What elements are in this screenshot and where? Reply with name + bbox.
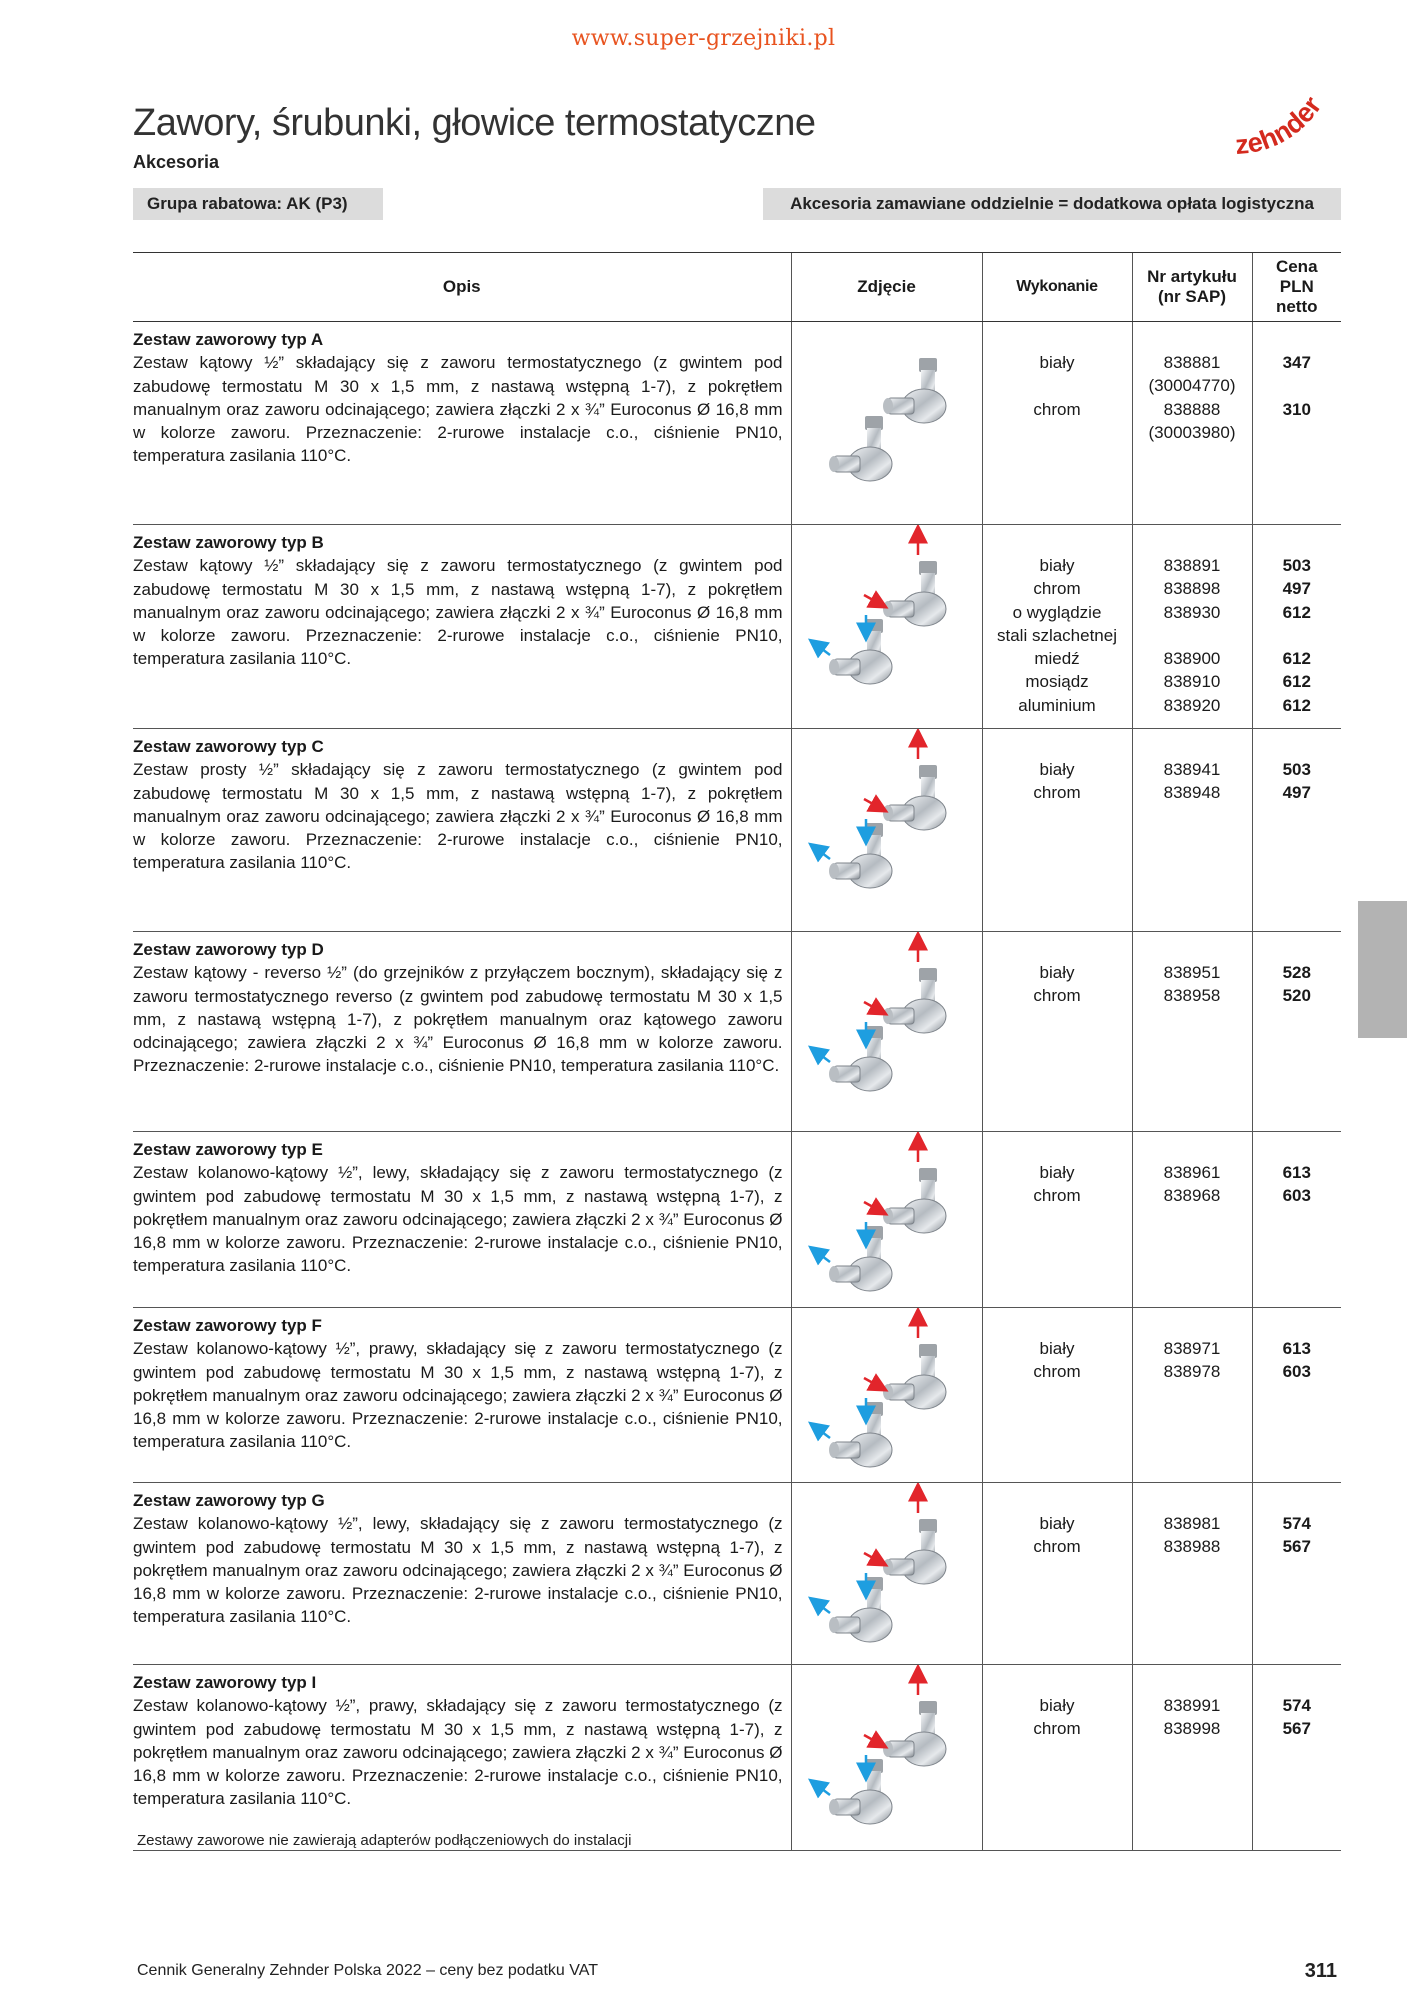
finish-cell xyxy=(982,729,1132,932)
finish-cell-line xyxy=(983,421,1132,444)
article-number-cell-line: 838961 xyxy=(1163,1163,1221,1182)
supply-flow-arrow xyxy=(864,799,882,809)
article-number-cell-line xyxy=(1133,624,1252,647)
row-photo xyxy=(791,729,982,932)
table-row xyxy=(133,322,1341,525)
article-number-cell-line: (30004770) xyxy=(1148,376,1236,396)
header-article-number xyxy=(1132,253,1252,322)
price-cell-line: 520 xyxy=(1282,986,1311,1006)
table-row xyxy=(133,729,1341,932)
header-description: Opis xyxy=(133,253,791,322)
article-number-cell-line: 838891 xyxy=(1163,556,1221,575)
price-cell-line xyxy=(1253,374,1342,397)
article-number-cell-line: 838988 xyxy=(1163,1537,1221,1557)
finish-cell-line: chrom xyxy=(1033,579,1081,599)
logo-text: zehnder xyxy=(1234,90,1328,161)
price-cell xyxy=(1252,322,1341,525)
row-photo xyxy=(791,1665,982,1851)
supply-flow-arrow xyxy=(864,1002,882,1012)
price-cell-line xyxy=(1253,624,1342,647)
finish-cell-line: stali szlachetnej xyxy=(996,625,1117,645)
finish-cell-line: biały xyxy=(1039,1696,1075,1715)
valve-set-photo xyxy=(792,1665,983,1849)
shutoff-valve-image xyxy=(829,1226,892,1291)
price-cell-line: 603 xyxy=(1282,1362,1311,1382)
price-cell xyxy=(1252,1665,1341,1851)
article-number-cell-line: 838888 xyxy=(1163,399,1221,419)
price-cell-line: 347 xyxy=(1282,353,1311,372)
shutoff-valve-image xyxy=(829,1577,892,1642)
set-description: Zestaw kątowy - reverso ½” (do grzejników z przyłączem bocznym), składający się z zaworu termostatycznego reverso (z gwintem pod zabudowę termostatu M 30 x 1,5 mm, z nastawą wstępną 1-7), z pokrętłem manualnym oraz kątowego zaworu odcinającego; zawiera złączki 2 x ¾” Euroconus Ø 16,8 mm w kolorze zaworu. Przeznaczenie: 2-rurowe instalacje c.o., ciśnienie PN10, temperatura zasilania 110°C. xyxy=(133,963,783,1076)
article-number-cell-line: 838981 xyxy=(1163,1514,1221,1533)
page-number: 311 xyxy=(1304,1960,1337,1982)
row-description xyxy=(133,1665,791,1851)
header-finish: Wykonanie xyxy=(982,253,1132,322)
article-number-cell-line: 838978 xyxy=(1163,1362,1221,1382)
supply-flow-arrow xyxy=(864,1202,882,1212)
valve-set-photo xyxy=(792,932,983,1130)
valve-set-photo xyxy=(792,1483,983,1663)
set-description: Zestaw kątowy ½” składający się z zaworu termostatycznego (z gwintem pod zabudowę termostatu M 30 x 1,5 mm, z nastawą wstępną 1-7), z pokrętłem manualnym oraz zaworu odcinającego; zawiera złączki 2 x ¾” Euroconus Ø 16,8 mm w kolorze zaworu. Przeznaczenie: 2-rurowe instalacje c.o., ciśnienie PN10, temperatura zasilania 110°C. xyxy=(133,353,783,466)
finish-cell-line xyxy=(983,374,1132,397)
price-cell-line: 574 xyxy=(1282,1514,1311,1533)
price-cell-line: 528 xyxy=(1282,963,1311,982)
article-number-cell-line: (30003980) xyxy=(1148,422,1236,442)
finish-cell xyxy=(982,1132,1132,1308)
article-number-cell-line: 838971 xyxy=(1163,1339,1221,1358)
finish-cell-line: biały xyxy=(1039,1339,1075,1358)
set-description: Zestaw prosty ½” składający się z zaworu termostatycznego (z gwintem pod zabudowę termostatu M 30 x 1,5 mm, z nastawą wstępną 1-7), z pokrętłem manualnym oraz zaworu odcinającego; zawiera złączki 2 x ¾” Euroconus Ø 16,8 mm w kolorze zaworu. Przeznaczenie: 2-rurowe instalacje c.o., ciśnienie PN10, temperatura zasilania 110°C. xyxy=(133,760,783,873)
page-subtitle: Akcesoria xyxy=(133,152,220,172)
valve-set-photo xyxy=(792,1132,983,1306)
article-number-cell-line: 838958 xyxy=(1163,986,1221,1006)
price-cell-line: 612 xyxy=(1282,649,1311,669)
article-number-cell-line: 838998 xyxy=(1163,1719,1221,1739)
finish-cell-line: miedź xyxy=(1034,649,1080,669)
header-article-line1: Nr artykułu xyxy=(1147,267,1237,286)
price-cell-line: 310 xyxy=(1282,399,1311,419)
finish-cell xyxy=(982,932,1132,1132)
finish-cell xyxy=(982,1483,1132,1665)
price-cell-line: 603 xyxy=(1282,1186,1311,1206)
price-cell xyxy=(1252,932,1341,1132)
table-row xyxy=(133,1665,1341,1851)
article-number-cell xyxy=(1132,322,1252,525)
page-title: Zawory, śrubunki, głowice termostatyczne xyxy=(133,102,816,144)
supply-flow-arrow xyxy=(864,1553,882,1563)
finish-cell-line: chrom xyxy=(1033,986,1081,1006)
header-article-line2: (nr SAP) xyxy=(1158,287,1226,306)
article-number-cell-line: 838991 xyxy=(1163,1696,1221,1715)
set-title: Zestaw zaworowy typ G xyxy=(133,1491,325,1510)
set-title: Zestaw zaworowy typ C xyxy=(133,737,324,756)
row-description xyxy=(133,1483,791,1665)
row-photo xyxy=(791,1483,982,1665)
supply-flow-arrow xyxy=(864,1735,882,1745)
finish-cell xyxy=(982,322,1132,525)
set-title: Zestaw zaworowy typ B xyxy=(133,533,324,552)
price-cell-line: 613 xyxy=(1282,1339,1311,1358)
logistics-note: Akcesoria zamawiane oddzielnie = dodatkowa opłata logistyczna xyxy=(763,188,1341,220)
shutoff-valve-image xyxy=(829,619,892,684)
article-number-cell-line: 838898 xyxy=(1163,579,1221,599)
article-number-cell xyxy=(1132,729,1252,932)
finish-cell-line: o wyglądzie xyxy=(1012,602,1102,622)
article-number-cell-line: 838951 xyxy=(1163,963,1221,982)
valve-set-photo xyxy=(792,729,983,930)
row-description xyxy=(133,525,791,729)
price-cell-line: 574 xyxy=(1282,1696,1311,1715)
return-flow-arrow xyxy=(814,1050,830,1062)
header-price xyxy=(1252,253,1341,322)
set-description: Zestaw kolanowo-kątowy ½”, lewy, składający się z zaworu termostatycznego (z gwintem pod zabudowę termostatu M 30 x 1,5 mm, z nastawą wstępną 1-7), z pokrętłem manualnym oraz zaworu odcinającego; zawiera złączki 2 x ¾” Euroconus Ø 16,8 mm w kolorze zaworu. Przeznaczenie: 2-rurowe instalacje c.o., ciśnienie PN10, temperatura zasilania 110°C. xyxy=(133,1163,783,1276)
set-description: Zestaw kątowy ½” składający się z zaworu termostatycznego (z gwintem pod zabudowę termostatu M 30 x 1,5 mm, z nastawą wstępną 1-7), z pokrętłem manualnym oraz zaworu odcinającego; zawiera złączki 2 x ¾” Euroconus Ø 16,8 mm w kolorze zaworu. Przeznaczenie: 2-rurowe instalacje c.o., ciśnienie PN10, temperatura zasilania 110°C. xyxy=(133,556,783,669)
finish-cell-line: biały xyxy=(1039,353,1075,372)
article-number-cell xyxy=(1132,1665,1252,1851)
table-header-row xyxy=(133,253,1341,322)
price-cell-line: 567 xyxy=(1282,1537,1311,1557)
price-cell xyxy=(1252,729,1341,932)
row-description xyxy=(133,932,791,1132)
price-cell-line: 567 xyxy=(1282,1719,1311,1739)
price-cell xyxy=(1252,1308,1341,1483)
header-photo: Zdjęcie xyxy=(791,253,982,322)
table-row xyxy=(133,1483,1341,1665)
price-cell-line: 612 xyxy=(1282,672,1311,692)
row-description xyxy=(133,322,791,525)
zehnder-logo xyxy=(1228,86,1348,166)
price-cell-line: 613 xyxy=(1282,1163,1311,1182)
thermostatic-valve-image xyxy=(883,968,946,1033)
row-description xyxy=(133,1308,791,1483)
supply-flow-arrow xyxy=(864,595,882,605)
row-description xyxy=(133,1132,791,1308)
finish-cell-line: biały xyxy=(1039,760,1075,779)
article-number-cell xyxy=(1132,1132,1252,1308)
finish-cell-line: chrom xyxy=(1033,399,1081,419)
row-photo xyxy=(791,1132,982,1308)
shutoff-valve-image xyxy=(829,1402,892,1467)
return-flow-arrow xyxy=(814,1783,830,1795)
side-index-tab xyxy=(1358,901,1407,1038)
valve-set-photo xyxy=(792,1308,983,1481)
article-number-cell-line: 838968 xyxy=(1163,1186,1221,1206)
price-cell-line: 497 xyxy=(1282,783,1311,803)
article-number-cell-line: 838900 xyxy=(1163,649,1221,669)
finish-cell-line: biały xyxy=(1039,1514,1075,1533)
return-flow-arrow xyxy=(814,1250,830,1262)
return-flow-arrow xyxy=(814,847,830,859)
row-description xyxy=(133,729,791,932)
price-cell-line: 503 xyxy=(1282,760,1311,779)
site-url[interactable]: www.super-grzejniki.pl xyxy=(571,26,836,51)
header-price-line3: netto xyxy=(1275,297,1318,316)
table-row xyxy=(133,932,1341,1132)
finish-cell-line: chrom xyxy=(1033,1362,1081,1382)
article-number-cell xyxy=(1132,1483,1252,1665)
price-cell-line: 612 xyxy=(1282,695,1311,715)
finish-cell-line: aluminium xyxy=(1018,695,1096,715)
price-cell-line: 503 xyxy=(1282,556,1311,575)
finish-cell xyxy=(982,1308,1132,1483)
thermostatic-valve-image xyxy=(883,765,946,830)
svg-text:zehnder xyxy=(1234,91,1328,161)
set-description: Zestaw kolanowo-kątowy ½”, prawy, składający się z zaworu termostatycznego (z gwintem pod zabudowę termostatu M 30 x 1,5 mm, z nastawą wstępną 1-7), z pokrętłem manualnym oraz zaworu odcinającego; zawiera złączki 2 x ¾” Euroconus Ø 16,8 mm w kolorze zaworu. Przeznaczenie: 2-rurowe instalacje c.o., ciśnienie PN10, temperatura zasilania 110°C. xyxy=(133,1696,783,1809)
shutoff-valve-image xyxy=(829,1026,892,1091)
supply-flow-arrow xyxy=(864,1378,882,1388)
shutoff-valve-image xyxy=(829,1759,892,1824)
article-number-cell-line: 838941 xyxy=(1163,760,1221,779)
finish-cell-line: chrom xyxy=(1033,783,1081,803)
article-number-cell-line: 838948 xyxy=(1163,783,1221,803)
page-footer: Cennik Generalny Zehnder Polska 2022 – ceny bez podatku VAT xyxy=(137,1962,599,1979)
article-number-cell xyxy=(1132,932,1252,1132)
finish-cell-line: mosiądz xyxy=(1025,672,1089,692)
valve-set-photo xyxy=(792,525,983,727)
set-title: Zestaw zaworowy typ F xyxy=(133,1316,322,1335)
footnote: Zestawy zaworowe nie zawierają adapterów podłączeniowych do instalacji xyxy=(137,1832,632,1849)
shutoff-valve-image xyxy=(829,416,892,481)
header-price-line2: PLN xyxy=(1279,277,1314,296)
finish-cell-line: chrom xyxy=(1033,1537,1081,1557)
price-cell xyxy=(1252,525,1341,729)
finish-cell xyxy=(982,525,1132,729)
finish-cell-line: biały xyxy=(1039,963,1075,982)
header-price-line1: Cena xyxy=(1275,257,1318,276)
return-flow-arrow xyxy=(814,1601,830,1613)
article-number-cell-line: 838920 xyxy=(1163,695,1221,715)
article-number-cell xyxy=(1132,1308,1252,1483)
set-description: Zestaw kolanowo-kątowy ½”, prawy, składający się z zaworu termostatycznego (z gwintem pod zabudowę termostatu M 30 x 1,5 mm, z nastawą wstępną 1-7), z pokrętłem manualnym oraz zaworu odcinającego; zawiera złączki 2 x ¾” Euroconus Ø 16,8 mm w kolorze zaworu. Przeznaczenie: 2-rurowe instalacje c.o., ciśnienie PN10, temperatura zasilania 110°C. xyxy=(133,1339,783,1452)
valve-set-photo xyxy=(792,322,983,523)
thermostatic-valve-image xyxy=(883,1344,946,1409)
article-number-cell-line: 838930 xyxy=(1163,602,1221,622)
table-row xyxy=(133,1132,1341,1308)
finish-cell xyxy=(982,1665,1132,1851)
set-description: Zestaw kolanowo-kątowy ½”, lewy, składający się z zaworu termostatycznego (z gwintem pod zabudowę termostatu M 30 x 1,5 mm, z nastawą wstępną 1-7), z pokrętłem manualnym oraz zaworu odcinającego; zawiera złączki 2 x ¾” Euroconus Ø 16,8 mm w kolorze zaworu. Przeznaczenie: 2-rurowe instalacje c.o., ciśnienie PN10, temperatura zasilania 110°C. xyxy=(133,1514,783,1627)
price-cell-line xyxy=(1253,421,1342,444)
return-flow-arrow xyxy=(814,1426,830,1438)
price-cell xyxy=(1252,1132,1341,1308)
article-number-cell xyxy=(1132,525,1252,729)
thermostatic-valve-image xyxy=(883,1701,946,1766)
row-photo xyxy=(791,322,982,525)
thermostatic-valve-image xyxy=(883,1519,946,1584)
set-title: Zestaw zaworowy typ E xyxy=(133,1140,323,1159)
price-cell-line: 612 xyxy=(1282,602,1311,622)
set-title: Zestaw zaworowy typ A xyxy=(133,330,324,349)
row-photo xyxy=(791,932,982,1132)
finish-cell-line: chrom xyxy=(1033,1719,1081,1739)
table-row xyxy=(133,525,1341,729)
finish-cell-line: biały xyxy=(1039,556,1075,575)
price-cell-line: 497 xyxy=(1282,579,1311,599)
table-row xyxy=(133,1308,1341,1483)
shutoff-valve-image xyxy=(829,823,892,888)
finish-cell-line: chrom xyxy=(1033,1186,1081,1206)
thermostatic-valve-image xyxy=(883,358,946,423)
finish-cell-line: biały xyxy=(1039,1163,1075,1182)
thermostatic-valve-image xyxy=(883,1168,946,1233)
return-flow-arrow xyxy=(814,643,830,655)
row-photo xyxy=(791,525,982,729)
price-cell xyxy=(1252,1483,1341,1665)
article-number-cell-line: 838910 xyxy=(1163,672,1221,692)
thermostatic-valve-image xyxy=(883,561,946,626)
discount-group-label: Grupa rabatowa: AK (P3) xyxy=(133,188,383,220)
set-title: Zestaw zaworowy typ I xyxy=(133,1673,317,1692)
valve-sets-table xyxy=(133,252,1341,1851)
set-title: Zestaw zaworowy typ D xyxy=(133,940,324,959)
article-number-cell-line: 838881 xyxy=(1163,353,1221,372)
row-photo xyxy=(791,1308,982,1483)
